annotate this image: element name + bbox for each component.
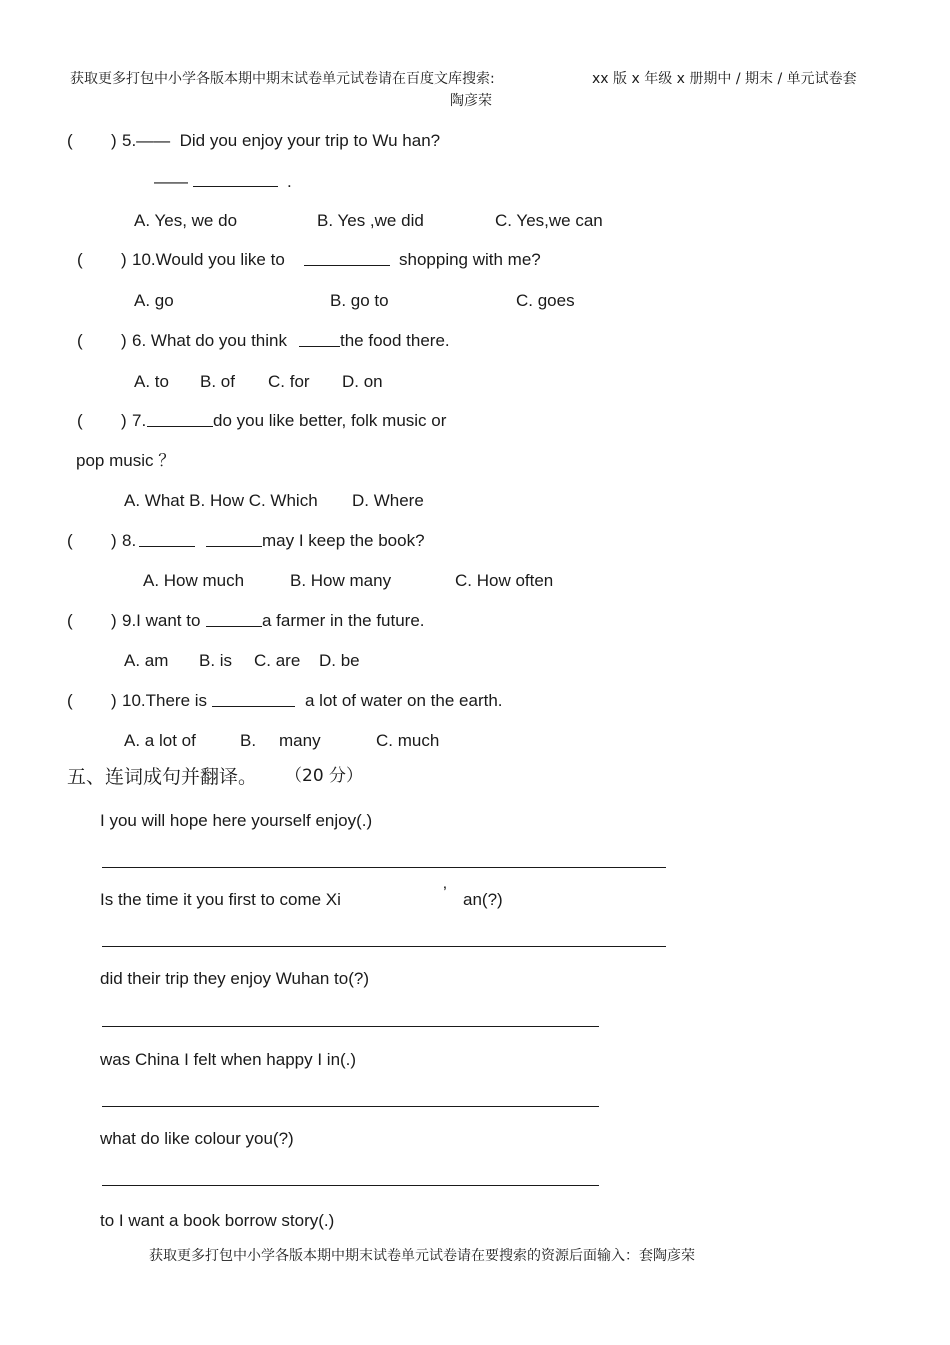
answer-line-4[interactable] — [102, 1106, 599, 1107]
option-b: B. Yes ,we did — [317, 211, 424, 230]
options-abc: A. What B. How C. Which — [124, 491, 318, 510]
option-c: C. much — [376, 731, 440, 750]
answer-blank[interactable] — [299, 332, 340, 347]
answer-paren-open: ( — [77, 250, 83, 269]
question-stem-before: 6. What do you think — [132, 331, 287, 350]
question-stem-before: 8. — [122, 531, 137, 550]
answer-line-3[interactable] — [102, 1026, 599, 1027]
answer-blank-1[interactable] — [139, 532, 195, 547]
answer-blank[interactable] — [206, 612, 262, 627]
option-b: B. of — [200, 372, 235, 391]
question-stem-before: 10.There is — [122, 691, 208, 710]
scrambled-sentence-2: Is the time it you first to come Xi — [100, 890, 341, 909]
answer-paren-close: ) — [121, 331, 127, 350]
answer-paren-close: ) — [121, 250, 127, 269]
option-b: B. How many — [290, 571, 392, 590]
answer-blank[interactable] — [193, 172, 278, 187]
option-a: A. am — [124, 651, 169, 670]
question-stem-after: a farmer in the future. — [262, 611, 425, 630]
option-b: B. is — [199, 651, 233, 670]
answer-paren-close: ) — [121, 411, 127, 430]
question-stem-before: 9.I want to — [122, 611, 201, 630]
option-d: D. on — [342, 372, 383, 391]
option-c: C. goes — [516, 291, 575, 310]
answer-paren-close: ) — [111, 691, 117, 710]
scrambled-sentence-5: what do like colour you(?) — [100, 1129, 294, 1148]
question-stem-after: do you like better, folk music or — [213, 411, 447, 430]
option-c: C. How often — [455, 571, 554, 590]
option-a: A. to — [134, 372, 169, 391]
answer-blank[interactable] — [212, 692, 295, 707]
question-stem-line2: pop music ？ — [76, 451, 176, 470]
answer-paren-open: ( — [77, 411, 83, 430]
option-c: C. are — [254, 651, 301, 670]
section-score: （20 分） — [285, 766, 364, 786]
header-second-line: 陶彦荣 — [450, 93, 492, 109]
answer-paren-open: ( — [67, 531, 73, 550]
question-stem: 5.—— Did you enjoy your trip to Wu han? — [122, 131, 441, 150]
option-b: B. go to — [330, 291, 389, 310]
option-c: C. Yes,we can — [495, 211, 603, 230]
question-stem-after: may I keep the book? — [262, 531, 425, 550]
answer-paren-close: ) — [111, 611, 117, 630]
option-b-text: many — [279, 731, 321, 750]
answer-paren-open: ( — [67, 131, 73, 150]
scrambled-sentence-4: was China I felt when happy I in(.) — [100, 1050, 357, 1069]
answer-line-1[interactable] — [102, 867, 666, 868]
question-stem-after: shopping with me? — [399, 250, 541, 269]
header-left-text: 获取更多打包中小学各版本期中期末试卷单元试卷请在百度文库搜索: — [70, 71, 495, 87]
period: . — [287, 172, 292, 191]
scrambled-sentence-6: to I want a book borrow story(.) — [100, 1211, 335, 1230]
answer-dash: —— — [154, 172, 188, 191]
answer-line-5[interactable] — [102, 1185, 599, 1186]
header-right-text: xx 版 x 年级 x 册期中 / 期末 / 单元试卷套 — [592, 71, 857, 87]
option-a: A. go — [134, 291, 174, 310]
question-stem-before: 7. — [132, 411, 147, 430]
answer-paren-open: ( — [67, 691, 73, 710]
question-stem-after: the food there. — [340, 331, 450, 350]
scrambled-sentence-2-tail: an(?) — [463, 890, 503, 909]
answer-paren-open: ( — [67, 611, 73, 630]
apostrophe: ’ — [443, 883, 447, 902]
answer-blank[interactable] — [147, 412, 213, 427]
scrambled-sentence-1: I you will hope here yourself enjoy(.) — [100, 811, 373, 830]
answer-paren-close: ) — [111, 131, 117, 150]
answer-paren-open: ( — [77, 331, 83, 350]
option-d: D. Where — [352, 491, 424, 510]
answer-paren-close: ) — [111, 531, 117, 550]
answer-blank-2[interactable] — [206, 532, 262, 547]
footer-text: 获取更多打包中小学各版本期中期末试卷单元试卷请在要搜索的资源后面输入：套陶彦荣 — [149, 1248, 695, 1264]
answer-blank[interactable] — [304, 251, 390, 266]
option-a: A. How much — [143, 571, 245, 590]
scrambled-sentence-3: did their trip they enjoy Wuhan to(?) — [100, 969, 369, 988]
option-d: D. be — [319, 651, 360, 670]
option-a: A. Yes, we do — [134, 211, 238, 230]
option-b-letter: B. — [240, 731, 257, 750]
section-title: 五、连词成句并翻译。 — [67, 766, 258, 788]
question-stem-before: 10.Would you like to — [132, 250, 285, 269]
answer-line-2[interactable] — [102, 946, 666, 947]
option-a: A. a lot of — [124, 731, 196, 750]
question-stem-after: a lot of water on the earth. — [305, 691, 503, 710]
option-c: C. for — [268, 372, 310, 391]
